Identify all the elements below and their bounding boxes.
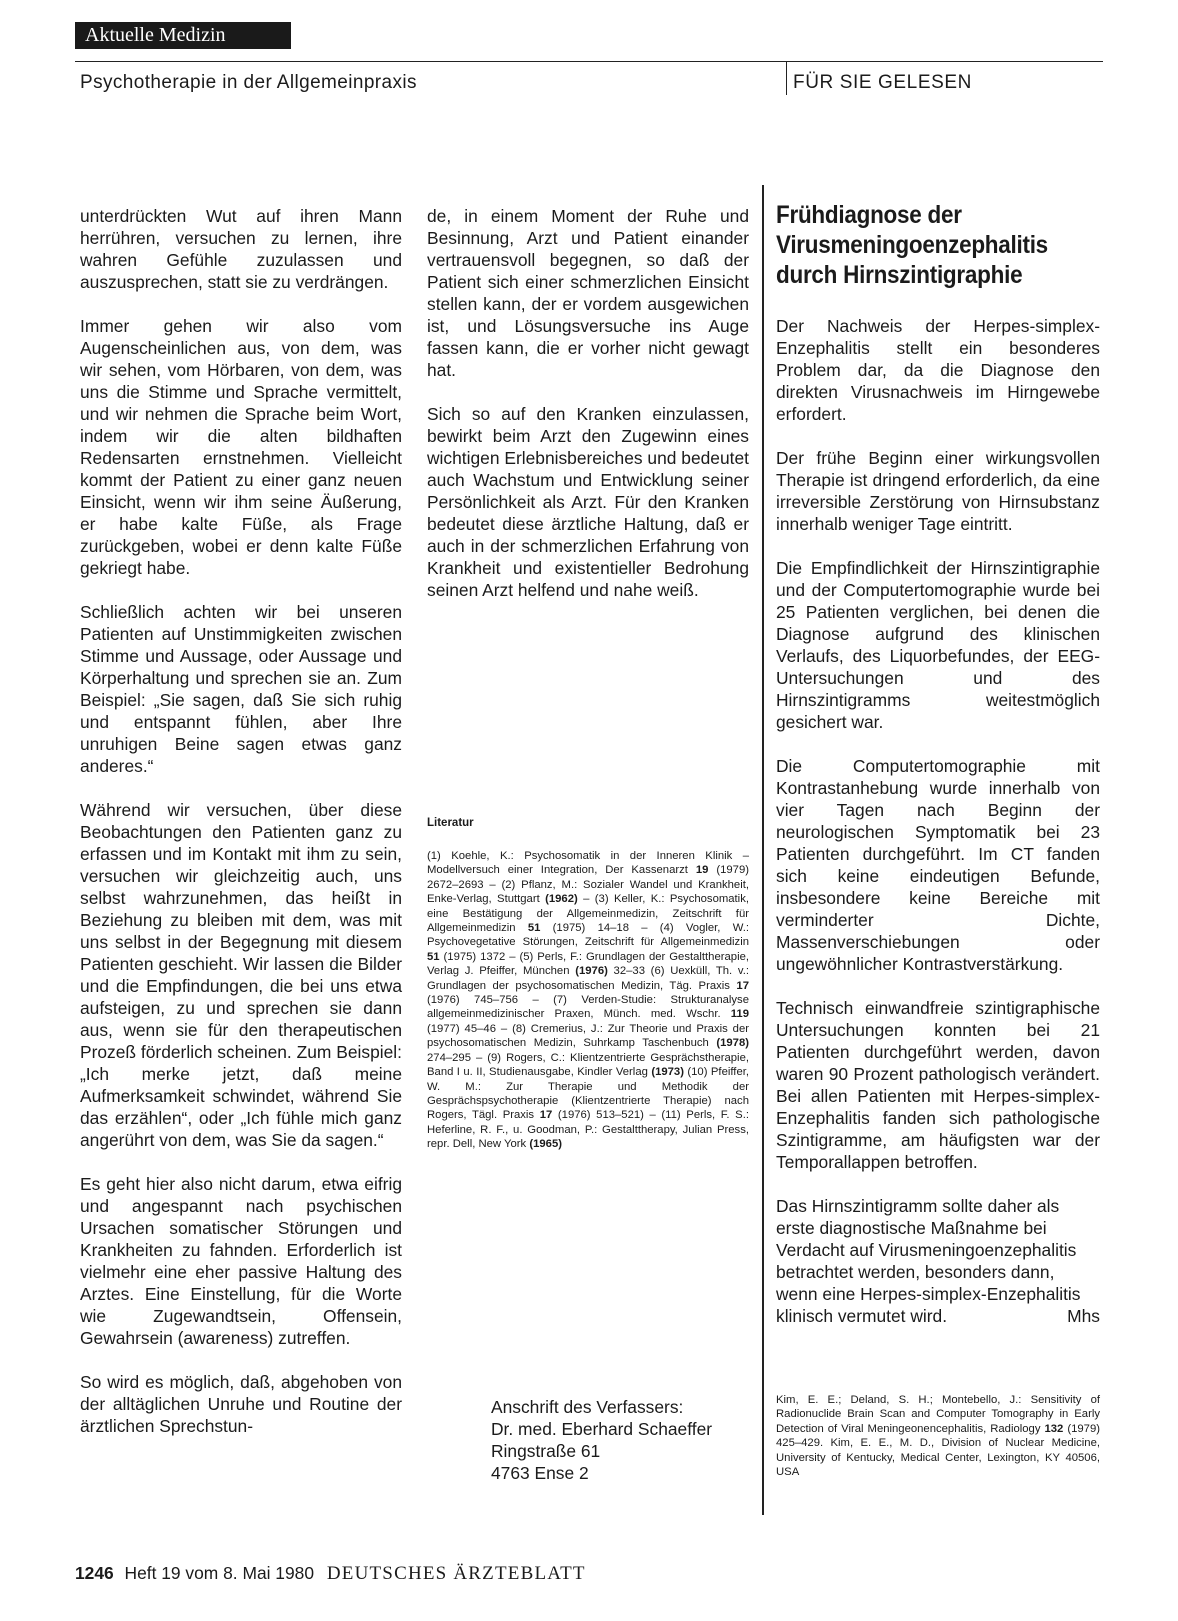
section-badge: Aktuelle Medizin bbox=[75, 22, 291, 49]
author-signature: Mhs bbox=[1067, 1306, 1100, 1326]
paragraph: Die Computertomographie mit Kontrastanhebung wurde innerhalb von vier Tagen nach Beginn der neurologischen Symptomatik bei 23 Patienten durchgeführt. Im CT fanden sich keine eindeutigen Befunde, insbesondere keine Bereiche mit verminderter Dichte, Massenverschiebungen oder ungewöhnlicher Kontrastverstärkung. bbox=[776, 756, 1100, 974]
article-column-3 bbox=[776, 315, 1100, 1349]
address-line: Ringstraße 61 bbox=[491, 1441, 601, 1461]
header-rule bbox=[75, 61, 1103, 62]
article-title: Frühdiagnose der Virusmeningoenzephalitis durch Hirnszintigraphie bbox=[776, 201, 1048, 289]
paragraph: Während wir versuchen, über diese Beobachtungen den Patienten ganz zu erfassen und im Kontakt mit ihm zu sein, versuchen wir gleichzeitig auch, uns selbst wahrzunehmen, das heißt in Beziehung zu bleiben mit dem, was mit uns selbst in der Begegnung mit diesem Patienten geschieht. Wir lassen die Bilder und die Empfindungen, die bei uns etwa aufsteigen, zu und sprechen sie dann aus, wenn sie für den therapeutischen Prozeß förderlich scheinen. Zum Beispiel: „Ich merke jetzt, daß meine Aufmerksamkeit schwindet, während Sie das erzählen“, oder „Ich fühle mich ganz angerührt von dem, was Sie da sagen.“ bbox=[80, 800, 402, 1150]
paragraph: Technisch einwandfreie szintigraphische Untersuchungen konnten bei 21 Patienten durchgeführt werden, davon waren 90 Prozent pathologisch verändert. Bei allen Patienten mit Herpes-simplex-Enzephalitis fanden sich pathologische Szintigramme, am häufigsten war der Temporallappen betroffen. bbox=[776, 998, 1100, 1172]
paragraph: Die Empfindlichkeit der Hirnszintigraphie und der Computertomographie wurde bei 25 Patienten verglichen, bei denen die Diagnose aufgrund des klinischen Verlaufs, des Liquorbefundes, der EEG-Untersuchungen und des Hirnszintigramms weitestmöglich gesichert war. bbox=[776, 558, 1100, 732]
page-footer bbox=[75, 1563, 586, 1585]
page-number: 1246 bbox=[75, 1563, 114, 1583]
running-header-title: Psychotherapie in der Allgemeinpraxis bbox=[80, 72, 417, 93]
paragraph: Immer gehen wir also vom Augenscheinlichen aus, von dem, was wir sehen, vom Hörbaren, von dem, was uns die Stimme und Sprache vermittelt, und wir nehmen die Sprache beim Wort, indem wir die alten bildhaften Redensarten ernstnehmen. Vielleicht kommt der Patient zu einer ganz neuen Einsicht, wenn wir ihm seine Äußerung, er habe kalte Füße, als Frage zurückgeben, wobei er denn kalte Füße gekriegt habe. bbox=[80, 316, 402, 578]
header-divider bbox=[786, 61, 787, 95]
paragraph: unterdrückten Wut auf ihren Mann herrühren, versuchen zu lernen, ihre wahren Gefühle zuzulassen und auszusprechen, statt sie zu verdrängen. bbox=[80, 206, 402, 292]
address-line: 4763 Ense 2 bbox=[491, 1463, 589, 1483]
article-column-2 bbox=[427, 205, 749, 623]
paragraph: So wird es möglich, daß, abgehoben von der alltäglichen Unruhe und Routine der ärztlichen Sprechstun- bbox=[80, 1372, 402, 1436]
journal-name: DEUTSCHES ÄRZTEBLATT bbox=[326, 1563, 586, 1584]
literature-list: (1) Koehle, K.: Psychosomatik in der Inneren Klinik – Modellversuch einer Integration, Der Kassenarzt 19 (1979) 2672–2693 – (2) Pflanz, M.: Sozialer Wandel und Krankheit, Enke-Verlag, Stuttgart (1962) – (3) Keller, K.: Psychosomatik, eine Bestätigung der Allgemeinmedizin, Zeitschrift für Allgemeinmedizin 51 (1975) 14–18 – (4) Vogler, W.: Psychovegetative Störungen, Zeitschrift für Allgemeinmedizin 51 (1975) 1372 – (5) Perls, F.: Grundlagen der Gestalttherapie, Verlag J. Pfeiffer, München (1976) 32–33 (6) Uexküll, Th. v.: Grundlagen der psychosomatischen Medizin, Täg. Praxis 17 (1976) 745–756 – (7) Verden-Studie: Strukturanalyse allgemeinmedizinischer Praxen, Münch. med. Wschr. 119 (1977) 45–46 – (8) Cremerius, J.: Zur Theorie und Praxis der psychosomatischen Medizin, Suhrkamp Taschenbuch (1978) 274–295 – (9) Rogers, C.: Klientzentrierte Gesprächstherapie, Band I u. II, Studienausgabe, Kindler Verlag (1973) (10) Pfeiffer, W. M.: Zur Therapie und Methodik der Gesprächspsychotherapie (Klientzentrierte Therapie) nach Rogers, Tägl. Praxis 17 (1976) 513–521) – (11) Perls, F. S.: Heferline, R. F., u. Goodman, P.: Gestalttherapy, Julian Press, repr. Dell, New York (1965) bbox=[427, 850, 750, 1151]
article-column-1 bbox=[80, 205, 402, 1459]
author-address bbox=[491, 1396, 761, 1484]
issue-info: Heft 19 vom 8. Mai 1980 bbox=[124, 1563, 314, 1583]
paragraph: Der Nachweis der Herpes-simplex-Enzephalitis stellt ein besonderes Problem dar, da die Diagnose den direkten Virusnachweis im Hirngewebe erfordert. bbox=[776, 316, 1100, 424]
address-line: Anschrift des Verfassers: bbox=[491, 1397, 684, 1417]
section-header: FÜR SIE GELESEN bbox=[793, 72, 972, 93]
literature-heading: Literatur bbox=[427, 817, 474, 829]
paragraph: Es geht hier also nicht darum, etwa eifrig und angespannt nach psychischen Ursachen somatischer Störungen und Krankheiten zu fahnden. Erforderlich ist vielmehr eine eher passive Haltung des Arztes. Eine Einstellung, für die Worte wie Zugewandtsein, Offensein, Gewahrsein (awareness) zutreffen. bbox=[80, 1174, 402, 1348]
paragraph: Das Hirnszintigramm sollte daher als erste diagnostische Maßnahme bei Verdacht auf Virusmeningoenzephalitis betrachtet werden, besonders dann, wenn eine Herpes-simplex-Enzephalitis klinisch vermutet wird. Mhs bbox=[776, 1196, 1100, 1326]
paragraph: Der frühe Beginn einer wirkungsvollen Therapie ist dringend erforderlich, da eine irreversible Zerstörung von Hirnsubstanz innerhalb weniger Tage eintritt. bbox=[776, 448, 1100, 534]
paragraph: Schließlich achten wir bei unseren Patienten auf Unstimmigkeiten zwischen Stimme und Aussage, oder Aussage und Körperhaltung und sprechen sie an. Zum Beispiel: „Sie sagen, daß Sie sich ruhig und entspannt fühlen, aber Ihre unruhigen Beine sagen etwas ganz anderes.“ bbox=[80, 602, 402, 776]
paragraph: Sich so auf den Kranken einzulassen, bewirkt beim Arzt den Zugewinn eines wichtigen Erlebnisbereiches und bedeutet auch Wachstum und Entwicklung seiner Persönlichkeit als Arzt. Für den Kranken bedeutet diese ärztliche Haltung, daß er auch in der schmerzlichen Erfahrung von Krankheit und existentieller Bedrohung seinen Arzt helfend und nahe weiß. bbox=[427, 404, 749, 600]
column-divider bbox=[762, 185, 764, 1515]
paragraph: de, in einem Moment der Ruhe und Besinnung, Arzt und Patient einander vertrauensvoll begegnen, so daß der Patient sich einer schmerzlichen Einsicht stellen kann, der er vordem ausgewichen ist, und Lösungsversuche ins Auge fassen kann, die er vorher nicht gewagt hat. bbox=[427, 206, 749, 380]
reference-citation: Kim, E. E.; Deland, S. H.; Montebello, J.: Sensitivity of Radionuclide Brain Scan and Computer Tomography in Early Detection of Viral Meningeonencephalitis, Radiology 132 (1979) 425–429. Kim, E. E., M. D., Division of Nuclear Medicine, University of Kentucky, Medical Center, Lexington, KY 40506, USA bbox=[776, 1394, 1100, 1479]
address-line: Dr. med. Eberhard Schaeffer bbox=[491, 1419, 713, 1439]
